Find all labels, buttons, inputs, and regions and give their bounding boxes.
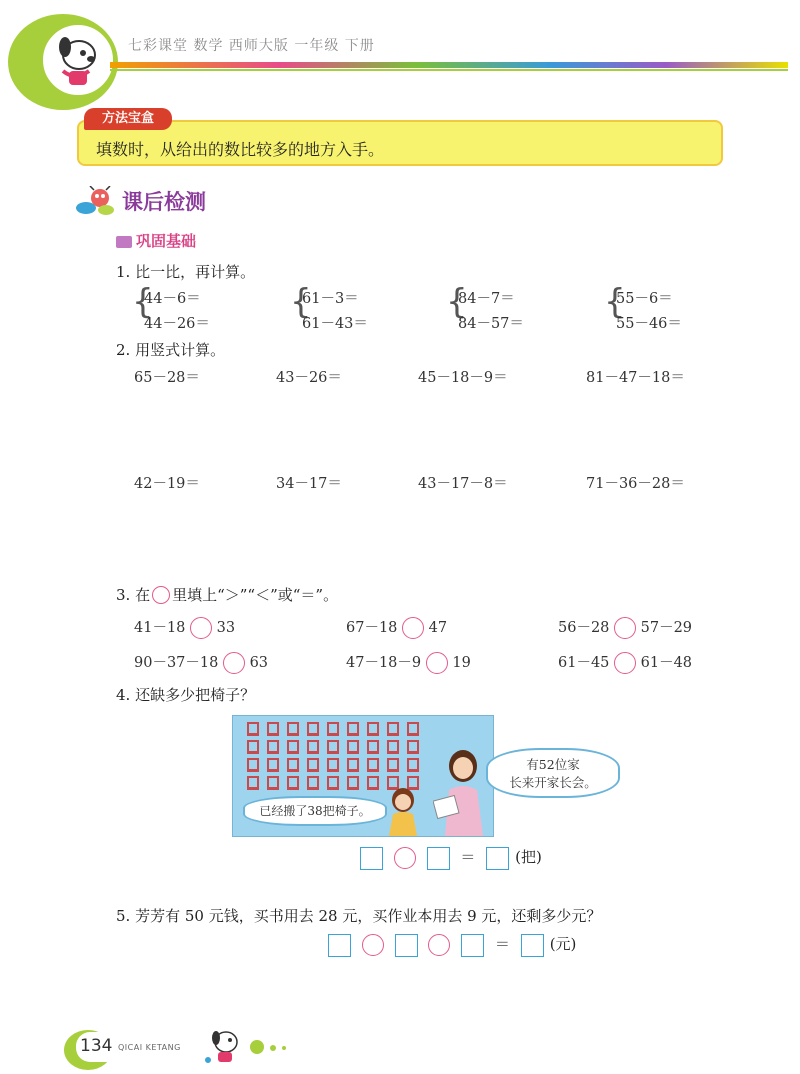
- compare-circle[interactable]: [614, 617, 636, 639]
- brace: {: [132, 282, 154, 322]
- answer-box[interactable]: [521, 934, 544, 957]
- pencil-icon: [116, 236, 132, 248]
- compare-left: 41－18: [134, 620, 186, 636]
- compare-right: 57－29: [640, 620, 693, 636]
- chair-icon: [267, 740, 279, 751]
- mascot-bug-icon: [72, 186, 118, 218]
- answer-box[interactable]: [360, 847, 383, 870]
- chair-icon: [387, 758, 399, 769]
- chair-icon: [287, 758, 299, 769]
- chair-icon: [307, 722, 319, 733]
- q5-equation: [328, 933, 582, 957]
- answer-box[interactable]: [461, 934, 484, 957]
- compare-left: 61－45: [558, 655, 610, 671]
- mascot-dog-icon: [40, 22, 116, 98]
- page-number: 134: [80, 1036, 113, 1056]
- speech-bubble-left: 已经搬了38把椅子。: [243, 796, 387, 826]
- chair-icon: [407, 758, 419, 769]
- chair-icon: [267, 776, 279, 787]
- brace: {: [604, 282, 626, 322]
- compare-left: 56－28: [558, 620, 610, 636]
- compare-circle[interactable]: [426, 652, 448, 674]
- chair-icon: [367, 740, 379, 751]
- brand-label: QICAI KETANG: [118, 1043, 181, 1052]
- compare-circle[interactable]: [402, 617, 424, 639]
- chair-icon: [267, 758, 279, 769]
- chair-icon: [347, 740, 359, 751]
- bubble-line: 有52位家: [526, 757, 580, 772]
- chair-icon: [247, 776, 259, 787]
- chair-icon: [247, 722, 259, 733]
- compare-left: 67－18: [346, 620, 398, 636]
- q3-title-part: 里填上“＞”“＜”或“＝”。: [172, 586, 339, 604]
- chair-icon: [287, 776, 299, 787]
- chair-icon: [327, 776, 339, 787]
- q2-expr: 71－36－28＝: [586, 476, 685, 492]
- chair-icon: [267, 722, 279, 733]
- chair-icon: [247, 758, 259, 769]
- chair-icon: [347, 722, 359, 733]
- q3-title-part: 3. 在: [116, 586, 151, 604]
- unit-label: (元): [549, 935, 577, 953]
- chair-icon: [387, 740, 399, 751]
- chairs-illustration: [232, 715, 494, 837]
- q1-expr: 84－7＝: [458, 291, 515, 307]
- chair-icon: [387, 722, 399, 733]
- chair-icon: [367, 758, 379, 769]
- q4-equation: [360, 846, 548, 870]
- q1-expr: 55－6＝: [616, 291, 673, 307]
- compare-right: 61－48: [640, 655, 693, 671]
- brace: {: [290, 282, 312, 322]
- subsection-title: 巩固基础: [136, 232, 197, 250]
- compare-circle[interactable]: [190, 617, 212, 639]
- chair-icon: [307, 740, 319, 751]
- girl-figure: [383, 786, 423, 836]
- q2-expr: 43－26＝: [276, 370, 342, 386]
- unit-label: (把): [515, 848, 542, 866]
- compare-item: [134, 651, 268, 674]
- q2-expr: 81－47－18＝: [586, 370, 685, 386]
- operator-circle[interactable]: [428, 934, 450, 956]
- answer-box[interactable]: [328, 934, 351, 957]
- chair-icon: [287, 722, 299, 733]
- q2-title: 2. 用竖式计算。: [116, 341, 226, 359]
- q1-expr: 44－26＝: [144, 316, 210, 332]
- brace: {: [446, 282, 468, 322]
- answer-box[interactable]: [395, 934, 418, 957]
- equals-sign: ＝: [494, 935, 510, 953]
- speech-bubble-right: [486, 748, 620, 798]
- chair-icon: [307, 758, 319, 769]
- compare-circle[interactable]: [223, 652, 245, 674]
- chair-icon: [407, 740, 419, 751]
- compare-item: [558, 651, 692, 674]
- compare-left: 47－18－9: [346, 655, 422, 671]
- q1-expr: 84－57＝: [458, 316, 524, 332]
- chair-icon: [407, 722, 419, 733]
- compare-circle[interactable]: [614, 652, 636, 674]
- section-title: 课后检测: [122, 190, 206, 214]
- compare-circle-sample: [152, 586, 170, 604]
- chair-icon: [347, 776, 359, 787]
- q2-expr: 34－17＝: [276, 476, 342, 492]
- compare-item: [346, 651, 471, 674]
- compare-item: [346, 616, 447, 639]
- operator-circle[interactable]: [394, 847, 416, 869]
- footer-dot: [250, 1040, 264, 1054]
- bubble-line: 长来开家长会。: [509, 775, 597, 790]
- answer-box[interactable]: [427, 847, 450, 870]
- compare-right: 33: [216, 620, 236, 636]
- teacher-figure: [433, 746, 493, 836]
- chair-icon: [287, 740, 299, 751]
- book-title: 七彩课堂 数学 西师大版 一年级 下册: [128, 38, 375, 54]
- equals-sign: ＝: [460, 848, 476, 866]
- chair-icon: [327, 740, 339, 751]
- header-stripe: [110, 62, 788, 68]
- chair-icon: [367, 776, 379, 787]
- chair-icon: [247, 740, 259, 751]
- q2-expr: 43－17－8＝: [418, 476, 508, 492]
- q1-expr: 61－3＝: [302, 291, 359, 307]
- q1-expr: 61－43＝: [302, 316, 368, 332]
- q3-title: [116, 584, 338, 605]
- compare-item: [558, 616, 692, 639]
- compare-left: 90－37－18: [134, 655, 219, 671]
- q2-expr: 65－28＝: [134, 370, 200, 386]
- chair-icon: [307, 776, 319, 787]
- chair-icon: [367, 722, 379, 733]
- compare-right: 47: [428, 620, 448, 636]
- q1-expr: 55－46＝: [616, 316, 682, 332]
- footer-mascot-icon: [200, 1026, 250, 1070]
- tip-tag: 方法宝盒: [84, 108, 172, 130]
- chair-icon: [327, 758, 339, 769]
- operator-circle[interactable]: [362, 934, 384, 956]
- q2-expr: 42－19＝: [134, 476, 200, 492]
- q2-expr: 45－18－9＝: [418, 370, 508, 386]
- compare-right: 63: [249, 655, 269, 671]
- chair-icon: [347, 758, 359, 769]
- q1-title: 1. 比一比，再计算。: [116, 263, 256, 281]
- tip-text: 填数时，从给出的数比较多的地方入手。: [96, 140, 385, 159]
- answer-box[interactable]: [486, 847, 509, 870]
- q1-expr: 44－6＝: [144, 291, 201, 307]
- compare-right: 19: [452, 655, 471, 671]
- chair-icon: [327, 722, 339, 733]
- q5-title: 5. 芳芳有 50 元钱，买书用去 28 元，买作业本用去 9 元，还剩多少元？: [116, 907, 602, 925]
- compare-item: [134, 616, 235, 639]
- header-line: [110, 69, 788, 71]
- q4-title: 4. 还缺多少把椅子？: [116, 686, 256, 704]
- footer-dot: [270, 1045, 276, 1051]
- footer-dot: [282, 1046, 286, 1050]
